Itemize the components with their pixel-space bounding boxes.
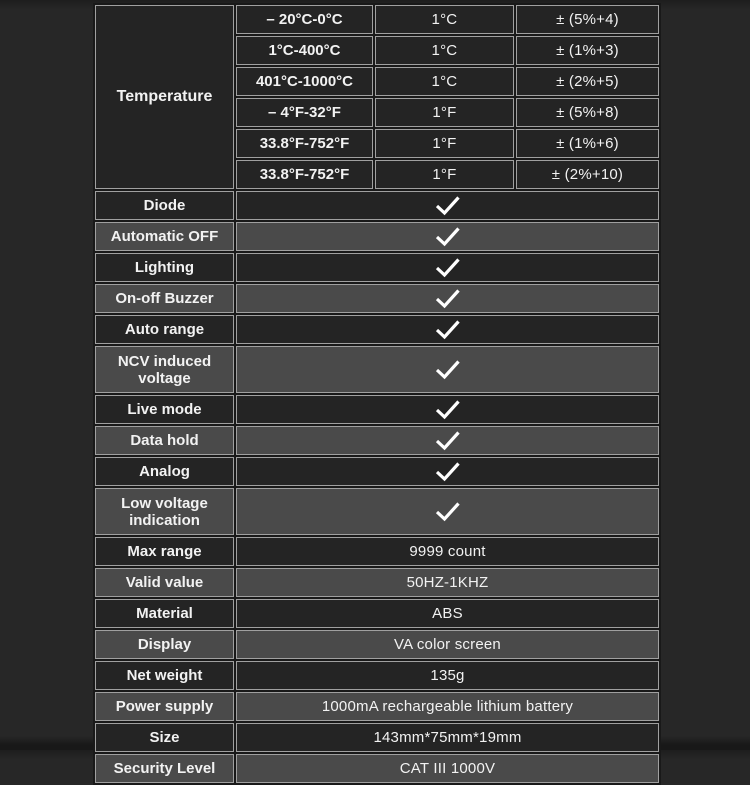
check-icon xyxy=(434,461,461,482)
spec-row xyxy=(95,568,659,597)
feature-label-cell: Lighting xyxy=(95,253,234,282)
feature-check-cell xyxy=(236,426,659,455)
temperature-row xyxy=(95,5,659,34)
spec-row xyxy=(95,599,659,628)
feature-check-cell xyxy=(236,488,659,535)
spec-value-cell: VA color screen xyxy=(236,630,659,659)
feature-row xyxy=(95,315,659,344)
check-icon xyxy=(434,257,461,278)
temp-accuracy-cell: ± (1%+3) xyxy=(516,36,659,65)
spec-value-cell: 143mm*75mm*19mm xyxy=(236,723,659,752)
temp-resolution-cell: 1°C xyxy=(375,5,514,34)
check-icon xyxy=(434,359,461,380)
feature-check-cell xyxy=(236,222,659,251)
feature-row xyxy=(95,426,659,455)
temp-resolution-cell: 1°C xyxy=(375,36,514,65)
spec-value-cell: 1000mA rechargeable lithium battery xyxy=(236,692,659,721)
temp-range-cell: 33.8°F-752°F xyxy=(236,160,373,189)
feature-label-cell: Live mode xyxy=(95,395,234,424)
feature-label-cell: Automatic OFF xyxy=(95,222,234,251)
check-icon xyxy=(434,319,461,340)
temp-resolution-cell: 1°F xyxy=(375,160,514,189)
spec-row xyxy=(95,754,659,783)
temp-accuracy-cell: ± (5%+4) xyxy=(516,5,659,34)
spec-value-cell: 50HZ-1KHZ xyxy=(236,568,659,597)
temp-accuracy-cell: ± (1%+6) xyxy=(516,129,659,158)
feature-row xyxy=(95,395,659,424)
spec-label-cell: Security Level xyxy=(95,754,234,783)
temp-resolution-cell: 1°F xyxy=(375,129,514,158)
spec-row xyxy=(95,537,659,566)
feature-check-cell xyxy=(236,457,659,486)
feature-label-cell: Analog xyxy=(95,457,234,486)
feature-check-cell xyxy=(236,284,659,313)
feature-check-cell xyxy=(236,191,659,220)
temp-accuracy-cell: ± (2%+5) xyxy=(516,67,659,96)
spec-label-cell: Material xyxy=(95,599,234,628)
feature-label-cell: On-off Buzzer xyxy=(95,284,234,313)
feature-row xyxy=(95,284,659,313)
feature-check-cell xyxy=(236,315,659,344)
temp-accuracy-cell: ± (2%+10) xyxy=(516,160,659,189)
feature-label-cell: NCV induced voltage xyxy=(95,346,234,393)
spec-value-cell: 135g xyxy=(236,661,659,690)
check-icon xyxy=(434,399,461,420)
spec-label-cell: Valid value xyxy=(95,568,234,597)
temp-range-cell: 33.8°F-752°F xyxy=(236,129,373,158)
feature-row xyxy=(95,253,659,282)
temp-range-cell: – 20°C-0°C xyxy=(236,5,373,34)
temperature-label-cell: Temperature xyxy=(95,5,234,189)
feature-check-cell xyxy=(236,395,659,424)
spec-label-cell: Power supply xyxy=(95,692,234,721)
spec-row xyxy=(95,723,659,752)
feature-label-cell: Auto range xyxy=(95,315,234,344)
temp-resolution-cell: 1°F xyxy=(375,98,514,127)
check-icon xyxy=(434,226,461,247)
spec-row xyxy=(95,661,659,690)
check-icon xyxy=(434,430,461,451)
feature-label-cell: Diode xyxy=(95,191,234,220)
temp-range-cell: 401°C-1000°C xyxy=(236,67,373,96)
temp-accuracy-cell: ± (5%+8) xyxy=(516,98,659,127)
spec-value-cell: CAT III 1000V xyxy=(236,754,659,783)
spec-label-cell: Size xyxy=(95,723,234,752)
feature-row xyxy=(95,457,659,486)
spec-label-cell: Display xyxy=(95,630,234,659)
check-icon xyxy=(434,501,461,522)
spec-value-cell: 9999 count xyxy=(236,537,659,566)
spec-value-cell: ABS xyxy=(236,599,659,628)
spec-label-cell: Max range xyxy=(95,537,234,566)
feature-row xyxy=(95,222,659,251)
check-icon xyxy=(434,195,461,216)
spec-row xyxy=(95,630,659,659)
spec-table xyxy=(93,3,661,785)
spec-label-cell: Net weight xyxy=(95,661,234,690)
feature-label-cell: Low voltage indication xyxy=(95,488,234,535)
feature-row xyxy=(95,346,659,393)
feature-row xyxy=(95,191,659,220)
check-icon xyxy=(434,288,461,309)
feature-check-cell xyxy=(236,253,659,282)
spec-row xyxy=(95,692,659,721)
feature-label-cell: Data hold xyxy=(95,426,234,455)
temp-range-cell: 1°C-400°C xyxy=(236,36,373,65)
temp-resolution-cell: 1°C xyxy=(375,67,514,96)
temp-range-cell: – 4°F-32°F xyxy=(236,98,373,127)
feature-check-cell xyxy=(236,346,659,393)
feature-row xyxy=(95,488,659,535)
